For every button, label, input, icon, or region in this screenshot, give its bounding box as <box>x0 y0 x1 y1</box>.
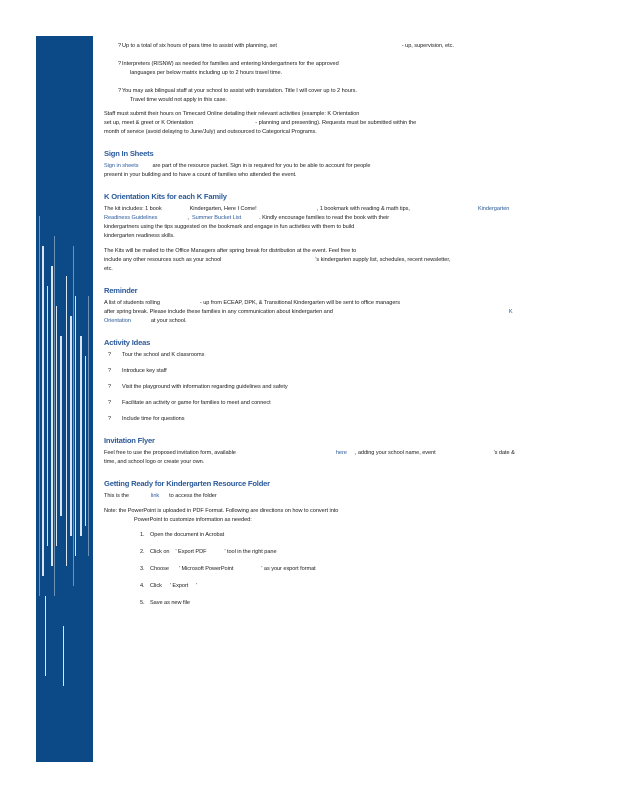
flyer-paragraph: Feel free to use the proposed invitation form, available here , adding your school name, event 's date & time, and school logo or create your own. <box>104 450 515 465</box>
staff-hours-paragraph: Staff must submit their hours on Timecard Online detailing their relevant activities (example: K Orientation set up, meet & greet or K Orientation - planning and presenting). Requests must be submitted within the month of service (avoid delaying to June/July) and outsourced to Categorical Programs. <box>104 111 417 135</box>
kits-mailing-paragraph: The Kits will be mailed to the Office Managers after spring break for distribution at the event. Feel free to include any other resources such as your school 's kindergarten supply list, schedules, recent newsletter, etc. <box>104 248 451 272</box>
k-orientation-link-start[interactable]: K <box>508 309 513 315</box>
list-item: 2. Click on ' Export PDF ' tool in the right pane <box>140 549 277 555</box>
reminder-paragraph: A list of students rolling - up from ECEAP, DPK, & Transitional Kindergarten will be sent to office managers after spring break. Please include these families in any communication about kindergarten and K Orientation at your school. <box>104 300 513 324</box>
heading-k-orientation-kits: K Orientation Kits for each K Family <box>104 192 227 201</box>
sidebar-texture <box>36 36 93 762</box>
activity-list <box>104 351 584 424</box>
heading-sign-in: Sign In Sheets <box>104 149 154 158</box>
sign-in-paragraph: Sign in sheets are part of the resource packet. Sign in is required for you to be able to account for people present in your building and to have a count of families who attended the event. <box>104 163 371 178</box>
list-item: ? Tour the school and K classrooms <box>108 352 205 358</box>
list-item: ? Introduce key staff <box>108 368 167 374</box>
list-item: 5. Save as new file <box>140 600 190 606</box>
resource-folder-link[interactable]: link <box>150 493 160 499</box>
bullet-bilingual-staff: ? You may ask bilingual staff at your school to assist with translation. Title I will cover up to 2 hours. Travel time would not apply in this case. <box>118 88 357 103</box>
list-item: 1. Open the document in Acrobat <box>140 532 225 538</box>
kindergarten-link[interactable]: Kindergarten <box>477 206 510 212</box>
heading-resource-folder: Getting Ready for Kindergarten Resource Folder <box>104 479 270 488</box>
list-item: ? Facilitate an activity or game for families to meet and connect <box>108 400 271 406</box>
heading-reminder: Reminder <box>104 286 138 295</box>
bullet-interpreters: ? Interpreters (RISNW) as needed for families and entering kindergartners for the approved languages per below matrix including up to 2 hours travel time. <box>118 61 339 76</box>
heading-activity-ideas: Activity Ideas <box>104 338 151 347</box>
list-item: 4. Click ' Export ' <box>140 583 198 589</box>
note-paragraph: Note: the PowerPoint is uploaded in PDF Format. Following are directions on how to convert into PowerPoint to customize information as needed: <box>104 508 339 523</box>
invitation-form-here-link[interactable]: here <box>335 450 347 456</box>
decorative-sidebar-band <box>36 36 93 762</box>
document-body <box>104 40 584 608</box>
summer-bucket-list-link[interactable]: Summer Bucket List <box>191 215 242 221</box>
bullet-para-time: ? Up to a total of six hours of para time to assist with planning, set - up, supervision, etc. <box>118 43 454 49</box>
list-item: ? Include time for questions <box>108 416 185 422</box>
heading-invitation-flyer: Invitation Flyer <box>104 436 155 445</box>
resource-paragraph: This is the link to access the folder <box>104 493 217 499</box>
list-item: 3. Choose ' Microsoft PowerPoint ' as your export format <box>140 566 316 572</box>
list-item: ? Visit the playground with information regarding guidelines and safety <box>108 384 288 390</box>
k-orientation-link-end[interactable]: Orientation <box>104 318 131 324</box>
readiness-guidelines-link[interactable]: Readiness Guidelines <box>104 215 158 221</box>
sign-in-sheets-link[interactable]: Sign in sheets <box>104 163 139 169</box>
conversion-steps <box>104 531 584 608</box>
kits-paragraph: The kit includes: 1 book Kindergarten, Here I Come! , 1 bookmark with reading & math tips, Kindergarten Readiness Guidelines , Summer Bucket List . Kindly encourage families to read the book with their kindergartners using the tips suggested on the bookmark and engage in fun activities with them to build kindergarten readiness skills. <box>104 206 510 239</box>
